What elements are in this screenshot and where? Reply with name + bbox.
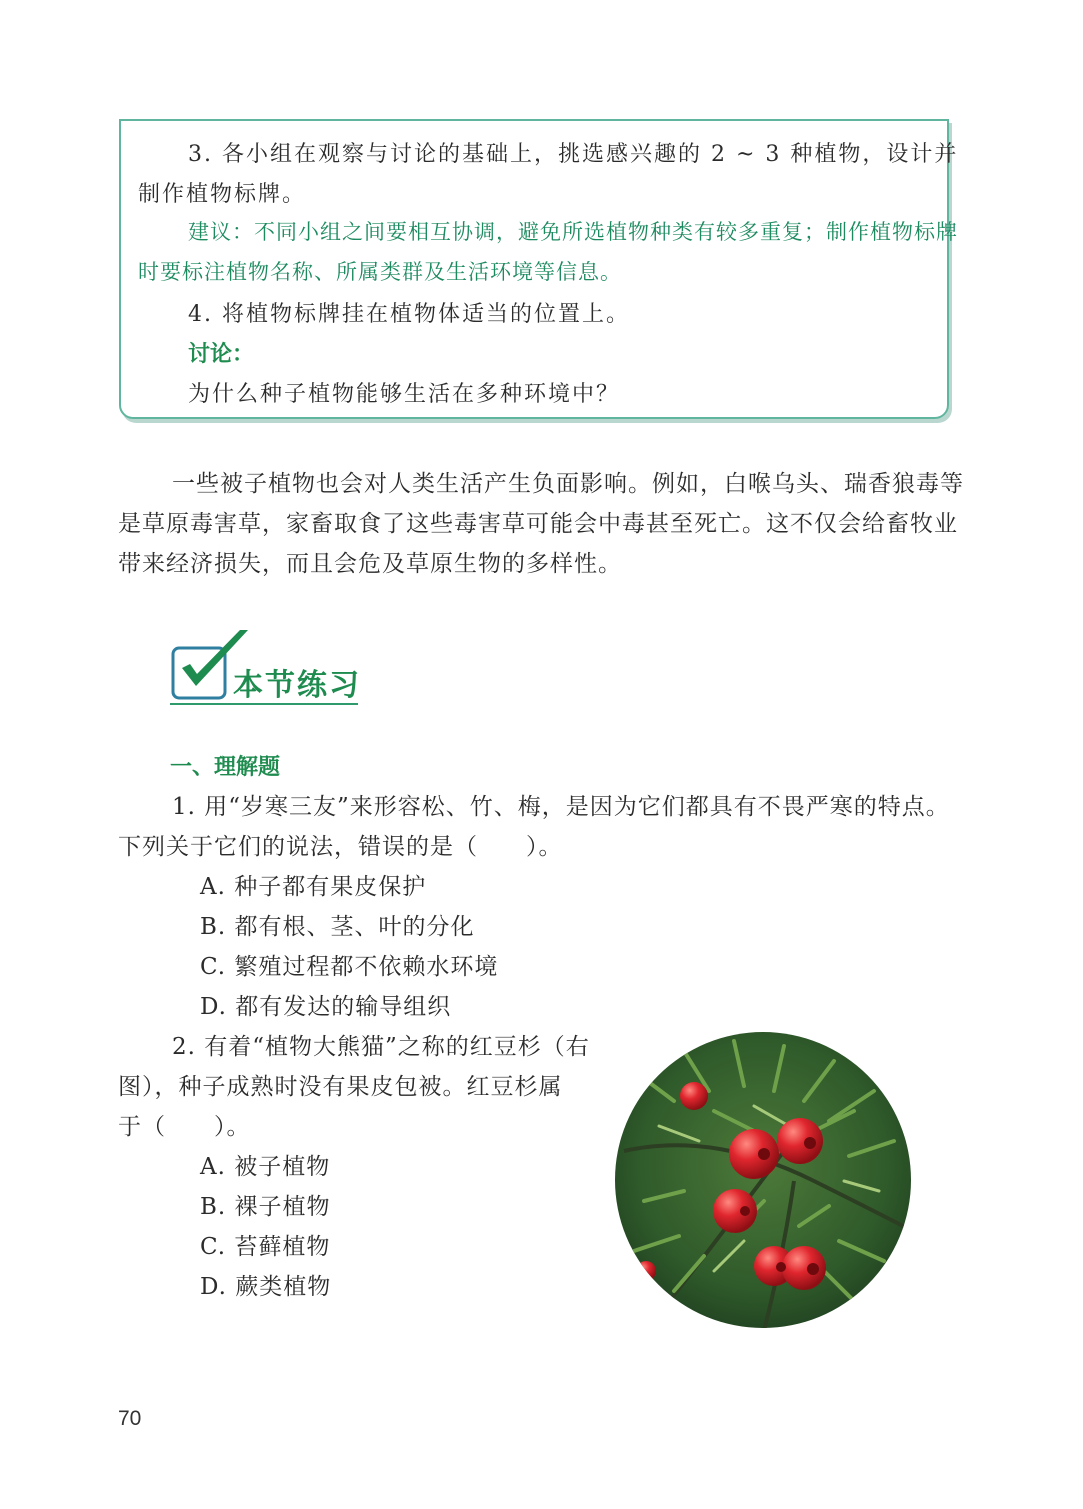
q1-option-d: D. 都有发达的输导组织	[200, 994, 452, 1020]
paragraph-line1: 一些被子植物也会对人类生活产生负面影响。例如，白喉乌头、瑞香狼毒等	[172, 471, 964, 497]
paragraph-line2: 是草原毒害草，家畜取食了这些毒害草可能会中毒甚至死亡。这不仅会给畜牧业	[118, 511, 958, 537]
q1-option-c: C. 繁殖过程都不依赖水环境	[200, 954, 499, 980]
exercise-header-title: 本节练习	[233, 668, 361, 703]
q2-option-b: B. 裸子植物	[200, 1194, 331, 1220]
activity-step3-line1: 3. 各小组在观察与讨论的基础上，挑选感兴趣的 2 ~ 3 种植物，设计并	[188, 142, 959, 167]
yew-berries-photo	[614, 1031, 912, 1329]
q2-line2: 图），种子成熟时没有果皮包被。红豆杉属	[118, 1074, 563, 1100]
discussion-label: 讨论：	[188, 342, 255, 367]
q1-line2: 下列关于它们的说法，错误的是（ ）。	[118, 834, 563, 860]
activity-suggestion-line2: 时要标注植物名称、所属类群及生活环境等信息。	[138, 260, 622, 284]
q1-option-b: B. 都有根、茎、叶的分化	[200, 914, 475, 940]
paragraph-line3: 带来经济损失，而且会危及草原生物的多样性。	[118, 551, 622, 577]
page-number: 70	[118, 1407, 142, 1430]
q2-line3: 于（ ）。	[118, 1114, 251, 1140]
discussion-question: 为什么种子植物能够生活在多种环境中？	[188, 382, 621, 407]
q2-option-c: C. 苔藓植物	[200, 1234, 331, 1260]
q2-line1: 2. 有着“植物大熊猫”之称的红豆杉（右	[172, 1034, 590, 1060]
q1-option-a: A. 种子都有果皮保护	[200, 874, 427, 900]
exercise-header-underline	[170, 703, 358, 705]
section-title: 一、理解题	[170, 755, 281, 780]
activity-step4: 4. 将植物标牌挂在植物体适当的位置上。	[188, 302, 630, 327]
q2-option-a: A. 被子植物	[200, 1154, 331, 1180]
q2-option-d: D. 蕨类植物	[200, 1274, 332, 1300]
q1-line1: 1. 用“岁寒三友”来形容松、竹、梅，是因为它们都具有不畏严寒的特点。	[172, 794, 950, 820]
activity-step3-line2: 制作植物标牌。	[138, 182, 307, 207]
activity-suggestion-line1: 建议：不同小组之间要相互协调，避免所选植物种类有较多重复；制作植物标牌	[188, 220, 958, 244]
